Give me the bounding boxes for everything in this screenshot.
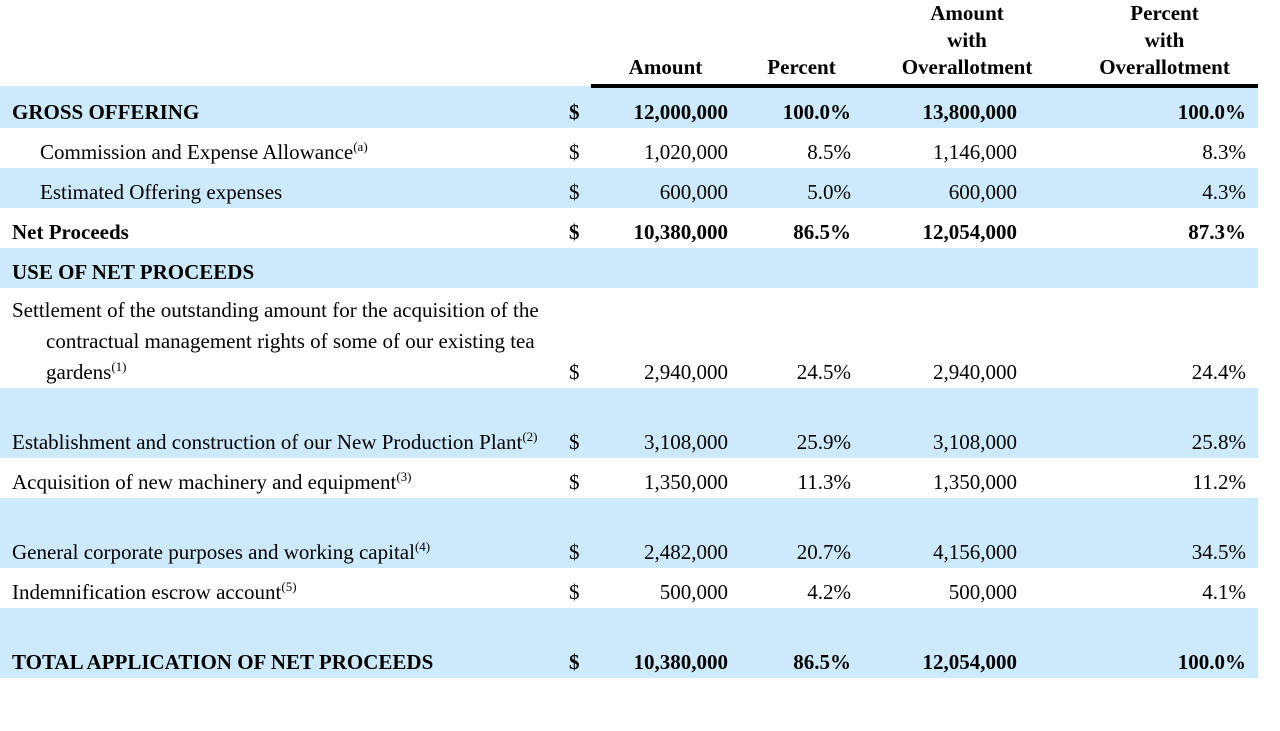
row-label-text: Commission and Expense Allowance bbox=[40, 140, 354, 164]
total-row-label-text: TOTAL APPLICATION OF NET PROCEEDS bbox=[12, 650, 434, 674]
row-amount-overallotment: 2,940,000 bbox=[863, 288, 1071, 388]
row-label-text-wrap bbox=[12, 537, 557, 568]
table-section-heading-row bbox=[0, 248, 1258, 288]
row-percent-overallotment: 4.1% bbox=[1071, 568, 1258, 608]
row-label bbox=[0, 458, 565, 498]
row-currency: $ bbox=[565, 498, 591, 568]
table-body bbox=[0, 86, 1258, 678]
section-heading-amount-overallotment bbox=[863, 248, 1071, 288]
section-heading-label: USE OF NET PROCEEDS bbox=[0, 248, 565, 288]
section-heading-percent-overallotment bbox=[1071, 248, 1258, 288]
row-footnote-marker: (1) bbox=[111, 359, 127, 374]
row-label-text-wrap bbox=[12, 427, 557, 458]
row-label-text: Estimated Offering expenses bbox=[40, 180, 283, 204]
row-amount-overallotment: 500,000 bbox=[863, 568, 1071, 608]
row-footnote-marker: (3) bbox=[396, 469, 412, 484]
row-label-text: General corporate purposes and working capital bbox=[12, 540, 415, 564]
table-bottom-spacer bbox=[0, 678, 1280, 718]
row-percent: 24.5% bbox=[740, 288, 863, 388]
row-label bbox=[0, 288, 565, 388]
header-percent-oa-line3: Overallotment bbox=[1099, 55, 1230, 79]
row-percent: 86.5% bbox=[740, 208, 863, 248]
header-amount-oa-line1: Amount bbox=[930, 1, 1004, 25]
row-amount: 3,108,000 bbox=[591, 388, 740, 458]
table-row bbox=[0, 86, 1258, 128]
row-amount: 2,482,000 bbox=[591, 498, 740, 568]
row-amount: 1,020,000 bbox=[591, 128, 740, 168]
row-amount: 500,000 bbox=[591, 568, 740, 608]
row-percent-overallotment: 24.4% bbox=[1071, 288, 1258, 388]
table-row bbox=[0, 168, 1258, 208]
header-amount: Amount bbox=[591, 0, 740, 86]
total-row-label-wrap bbox=[12, 647, 557, 678]
total-row-label bbox=[0, 608, 565, 678]
table-header-row bbox=[0, 0, 1258, 86]
row-label bbox=[0, 388, 565, 458]
table-row bbox=[0, 458, 1258, 498]
row-label-text-wrap bbox=[12, 467, 557, 498]
row-percent: 5.0% bbox=[740, 168, 863, 208]
header-label-blank bbox=[0, 0, 565, 86]
header-percent-oa-line1: Percent bbox=[1130, 1, 1199, 25]
section-heading-amount bbox=[591, 248, 740, 288]
header-percent-oa-line2: with bbox=[1144, 28, 1185, 52]
row-amount: 10,380,000 bbox=[591, 208, 740, 248]
row-percent: 100.0% bbox=[740, 86, 863, 128]
table-row bbox=[0, 208, 1258, 248]
header-percent: Percent bbox=[740, 0, 863, 86]
row-currency: $ bbox=[565, 458, 591, 498]
row-percent: 25.9% bbox=[740, 388, 863, 458]
row-currency: $ bbox=[565, 128, 591, 168]
row-percent-overallotment: 34.5% bbox=[1071, 498, 1258, 568]
total-row-percent-overallotment: 100.0% bbox=[1071, 608, 1258, 678]
row-currency: $ bbox=[565, 568, 591, 608]
row-amount-overallotment: 1,146,000 bbox=[863, 128, 1071, 168]
row-footnote-marker: (2) bbox=[522, 429, 538, 444]
row-label bbox=[0, 498, 565, 568]
row-percent-overallotment: 11.2% bbox=[1071, 458, 1258, 498]
table-header bbox=[0, 0, 1258, 86]
section-heading-currency bbox=[565, 248, 591, 288]
row-label bbox=[0, 128, 565, 168]
row-percent: 4.2% bbox=[740, 568, 863, 608]
row-percent: 11.3% bbox=[740, 458, 863, 498]
header-amount-oa-line3: Overallotment bbox=[901, 55, 1033, 79]
row-currency: $ bbox=[565, 208, 591, 248]
row-currency: $ bbox=[565, 86, 591, 128]
row-percent-overallotment: 87.3% bbox=[1071, 208, 1258, 248]
row-amount-overallotment: 3,108,000 bbox=[863, 388, 1071, 458]
row-label bbox=[0, 168, 565, 208]
total-row-currency: $ bbox=[565, 608, 591, 678]
table-row bbox=[0, 388, 1258, 458]
row-percent-overallotment: 4.3% bbox=[1071, 168, 1258, 208]
row-label-text-wrap bbox=[12, 137, 557, 168]
total-row-amount: 10,380,000 bbox=[591, 608, 740, 678]
table-row bbox=[0, 128, 1258, 168]
header-percent-with-overallotment bbox=[1071, 0, 1258, 86]
row-footnote-marker: (4) bbox=[414, 539, 431, 554]
row-currency: $ bbox=[565, 288, 591, 388]
table-row bbox=[0, 498, 1258, 568]
row-amount: 600,000 bbox=[591, 168, 740, 208]
row-currency: $ bbox=[565, 388, 591, 458]
row-amount: 2,940,000 bbox=[591, 288, 740, 388]
row-label-text: Settlement of the outstanding amount for the acquisition of the contractual management rights of some of our existing tea gardens bbox=[12, 298, 539, 384]
row-amount-overallotment: 12,054,000 bbox=[863, 208, 1071, 248]
total-row-percent: 86.5% bbox=[740, 608, 863, 678]
row-amount: 1,350,000 bbox=[591, 458, 740, 498]
row-label-text: Indemnification escrow account bbox=[12, 580, 282, 604]
row-footnote-marker: (a) bbox=[353, 139, 368, 154]
row-amount-overallotment: 4,156,000 bbox=[863, 498, 1071, 568]
row-label: Net Proceeds bbox=[0, 208, 565, 248]
table-row bbox=[0, 288, 1258, 388]
row-currency: $ bbox=[565, 168, 591, 208]
section-heading-percent bbox=[740, 248, 863, 288]
row-percent: 20.7% bbox=[740, 498, 863, 568]
row-amount: 12,000,000 bbox=[591, 86, 740, 128]
header-amount-oa-line2: with bbox=[947, 28, 987, 52]
row-label-text: Acquisition of new machinery and equipment bbox=[12, 470, 397, 494]
row-label-text-wrap bbox=[12, 177, 557, 208]
row-label-text: Establishment and construction of our New Production Plant bbox=[12, 430, 523, 454]
row-amount-overallotment: 13,800,000 bbox=[863, 86, 1071, 128]
header-amount-with-overallotment bbox=[863, 0, 1071, 86]
row-label-text-wrap bbox=[12, 295, 557, 388]
row-percent: 8.5% bbox=[740, 128, 863, 168]
table-row bbox=[0, 568, 1258, 608]
row-footnote-marker: (5) bbox=[281, 579, 297, 594]
row-amount-overallotment: 600,000 bbox=[863, 168, 1071, 208]
row-label-text-wrap bbox=[12, 577, 557, 608]
total-row-amount-overallotment: 12,054,000 bbox=[863, 608, 1071, 678]
row-label: GROSS OFFERING bbox=[0, 86, 565, 128]
row-percent-overallotment: 100.0% bbox=[1071, 86, 1258, 128]
header-currency-blank bbox=[565, 0, 591, 86]
row-amount-overallotment: 1,350,000 bbox=[863, 458, 1071, 498]
row-percent-overallotment: 25.8% bbox=[1071, 388, 1258, 458]
row-percent-overallotment: 8.3% bbox=[1071, 128, 1258, 168]
row-label bbox=[0, 568, 565, 608]
table-total-row bbox=[0, 608, 1258, 678]
